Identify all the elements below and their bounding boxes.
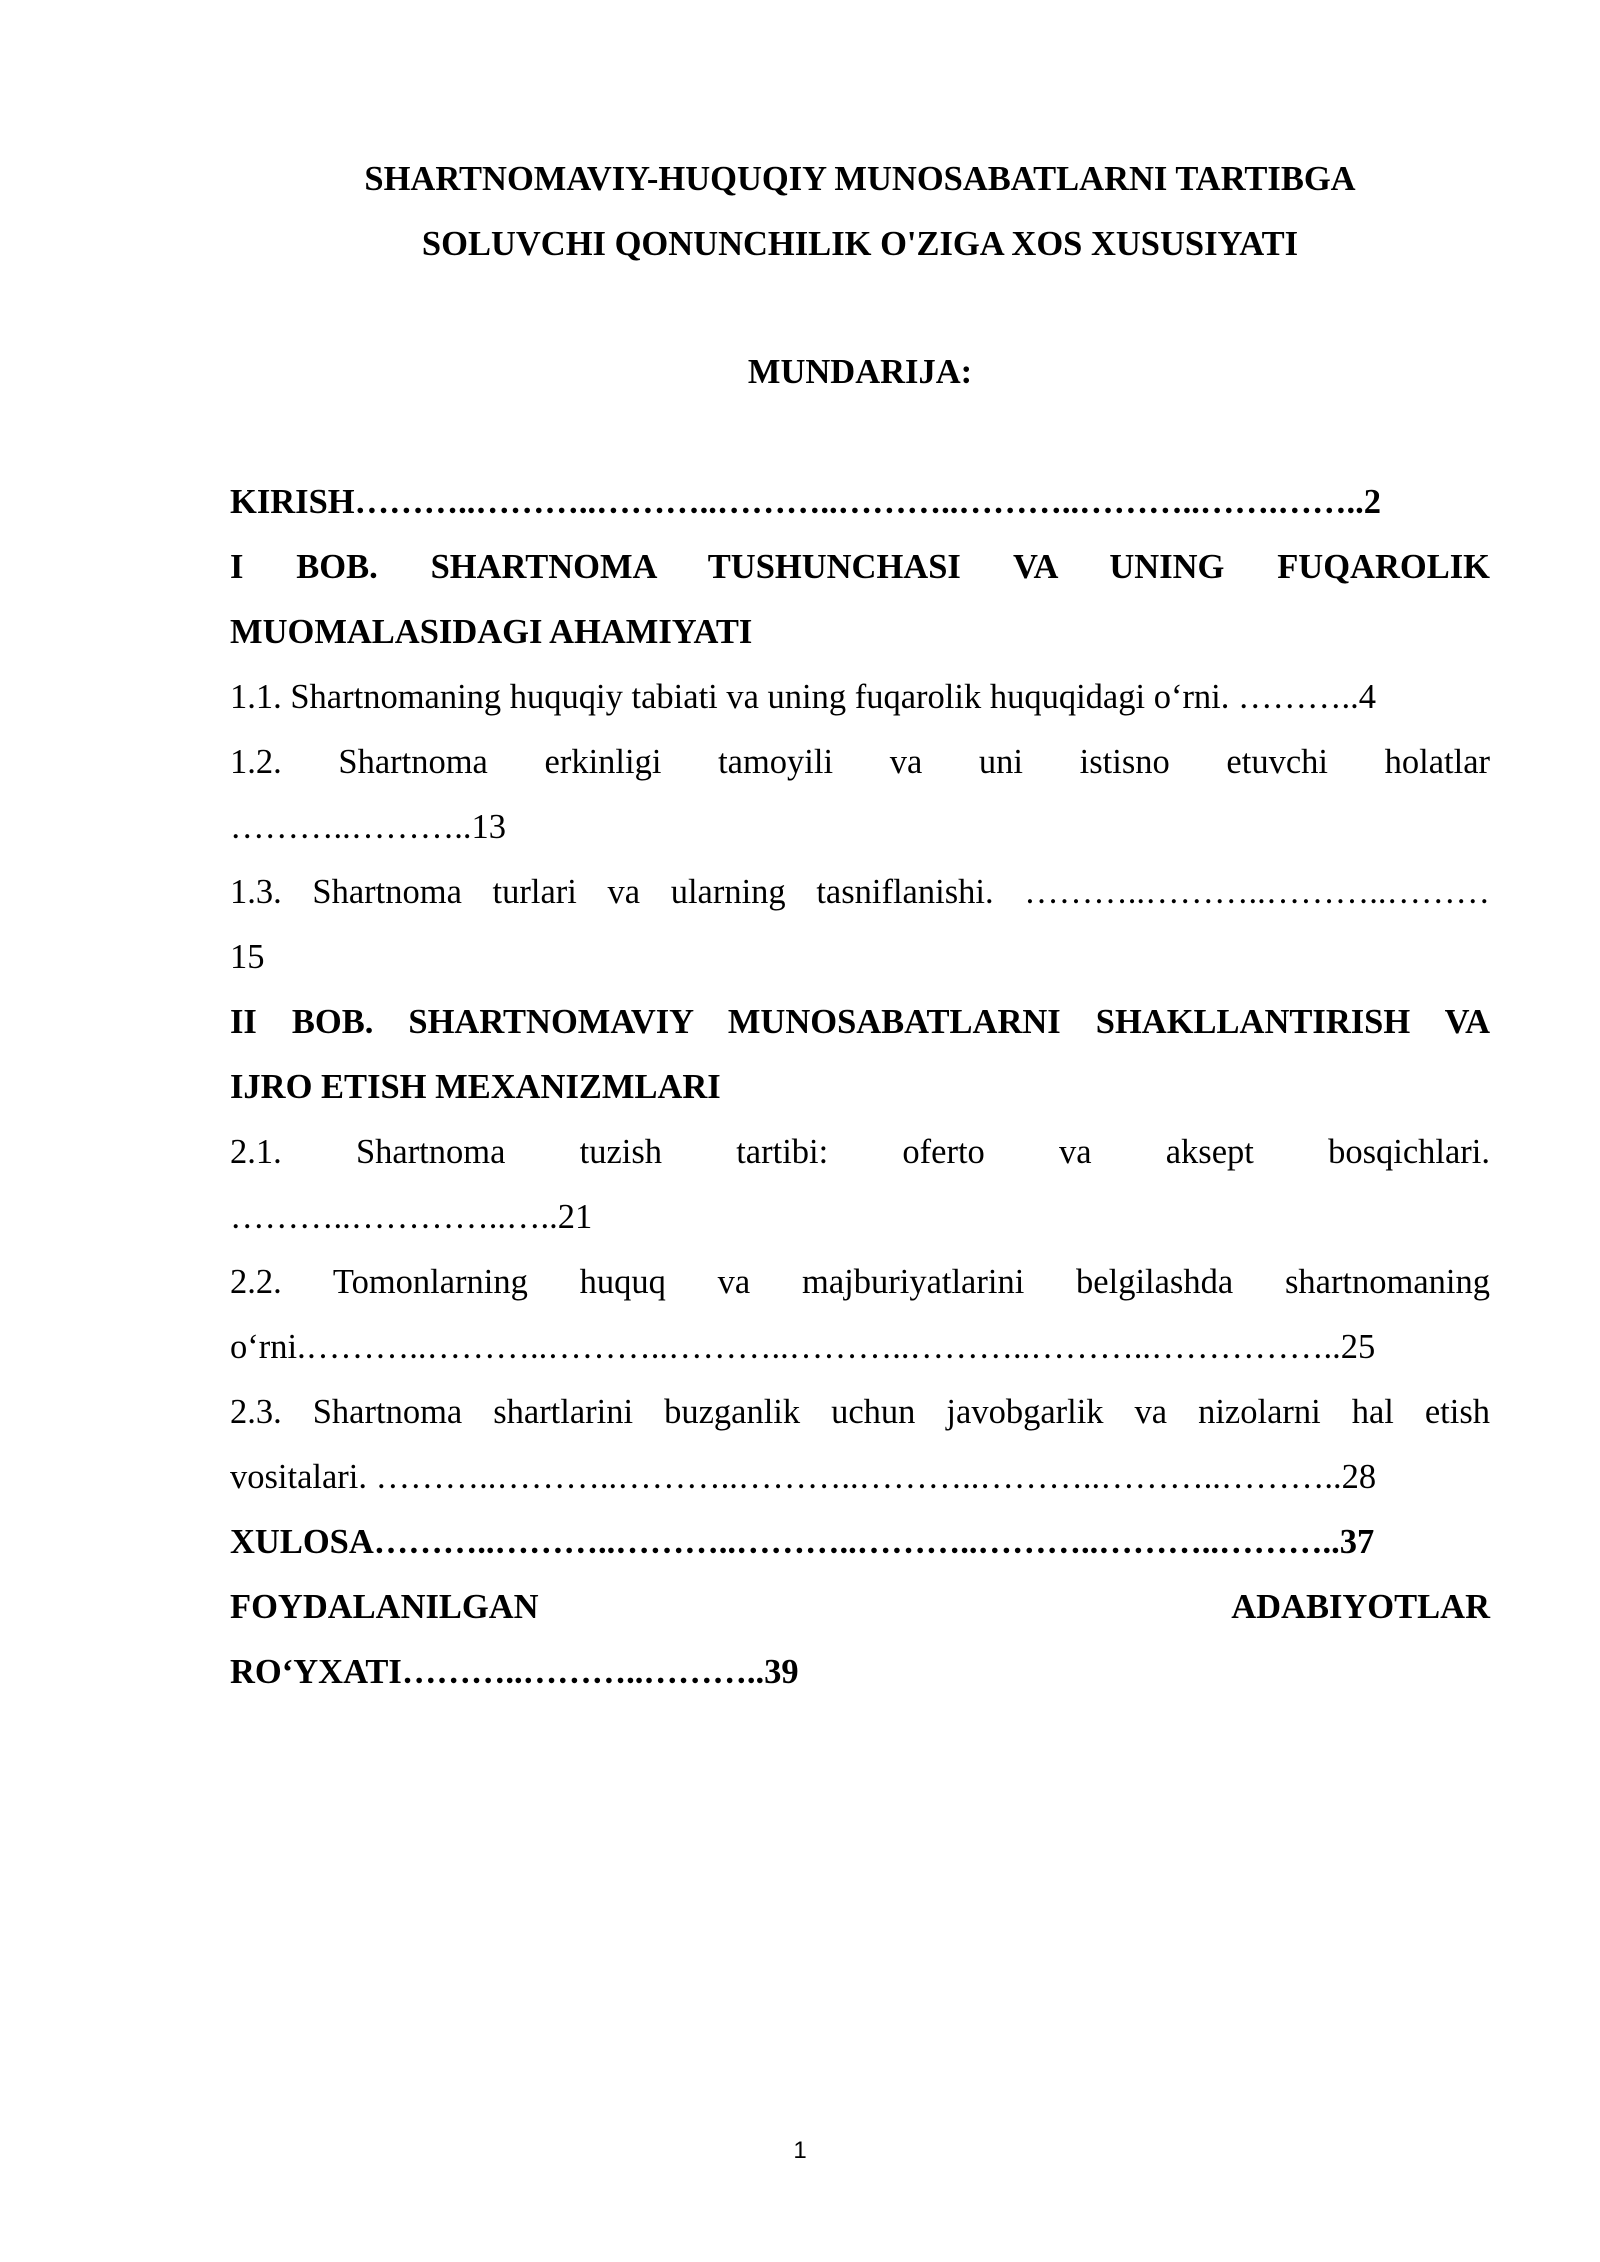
toc-section-2-2-line-1: 2.2. Tomonlarning huquq va majburiyatlarini belgilashda shartnomaning	[230, 1263, 1490, 1301]
toc-chapter-1-line-1: I BOB. SHARTNOMA TUSHUNCHASI VA UNING FUQAROLIK	[230, 548, 1490, 586]
toc-section-2-3-line-2: vositalari. ………..………..………..………..………..………..………..………..28	[230, 1458, 1377, 1496]
table-of-contents	[230, 470, 1490, 1705]
toc-section-2-1-line-2: ………..…………..…..21	[230, 1198, 593, 1236]
toc-section-1-3-line-2: 15	[230, 938, 265, 976]
toc-section-2-2-line-2: o‘rni.………..………..………..………..………..………..………..……………..25	[230, 1328, 1376, 1366]
toc-section-2-1-line-1: 2.1. Shartnoma tuzish tartibi: oferto va aksept bosqichlari.	[230, 1133, 1490, 1171]
document-title	[230, 147, 1490, 277]
toc-chapter-1-line-2: MUOMALASIDAGI AHAMIYATI	[230, 613, 753, 651]
toc-section-2-3-line-1: 2.3. Shartnoma shartlarini buzganlik uchun javobgarlik va nizolarni hal etish	[230, 1393, 1490, 1431]
toc-references-line-1: FOYDALANILGAN ADABIYOTLAR	[230, 1588, 1490, 1626]
title-line-1: SHARTNOMAVIY-HUQUQIY MUNOSABATLARNI TARTIBGA	[364, 160, 1356, 198]
toc-chapter-2-line-2: IJRO ETISH MEXANIZMLARI	[230, 1068, 721, 1106]
toc-chapter-2-line-1: II BOB. SHARTNOMAVIY MUNOSABATLARNI SHAKLLANTIRISH VA	[230, 1003, 1490, 1041]
toc-section-1-3-line-1: 1.3. Shartnoma turlari va ularning tasniflanishi. ………..………..………..………	[230, 873, 1490, 911]
toc-entry-xulosa: XULOSA………..………..………..………..………..………..………..………..37	[230, 1523, 1375, 1561]
page-number: 1	[793, 2137, 807, 2164]
toc-section-1-2-line-2: ………..………..13	[230, 808, 506, 846]
contents-heading: MUNDARIJA:	[747, 353, 973, 391]
title-line-2: SOLUVCHI QONUNCHILIK O'ZIGA XOS XUSUSIYATI	[421, 225, 1299, 263]
toc-section-1-2-line-1: 1.2. Shartnoma erkinligi tamoyili va uni istisno etuvchi holatlar	[230, 743, 1490, 781]
toc-section-1-1: 1.1. Shartnomaning huquqiy tabiati va uning fuqarolik huquqidagi o‘rni. ………..4	[230, 678, 1377, 716]
toc-references-line-2: RO‘YXATI………..………..………..39	[230, 1653, 799, 1691]
toc-entry-kirish: KIRISH………..………..………..………..………..………..………..…….……..2	[230, 483, 1381, 521]
